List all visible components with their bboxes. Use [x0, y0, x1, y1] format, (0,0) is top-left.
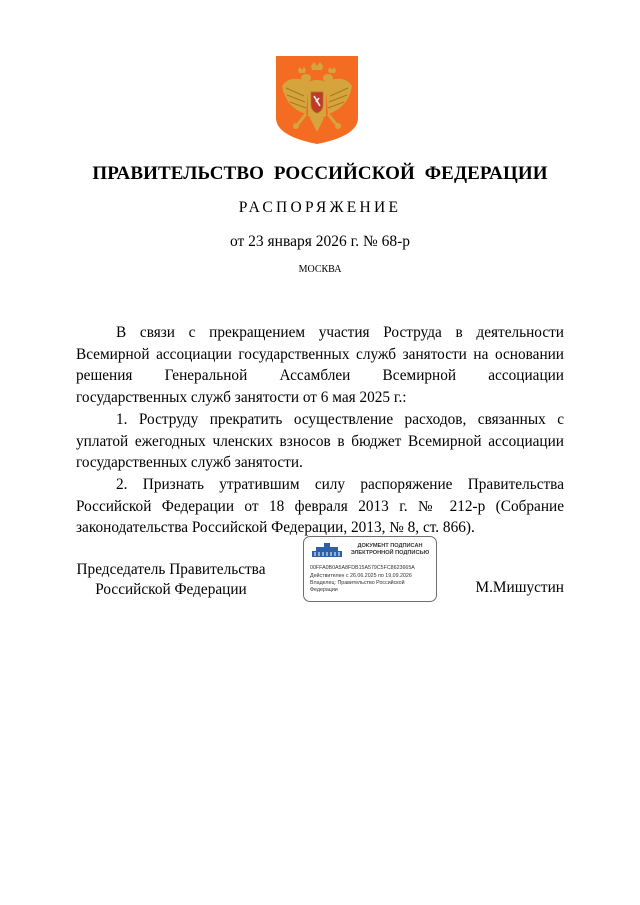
- electronic-signature-stamp: [303, 536, 437, 602]
- esign-heading: [346, 543, 434, 557]
- clause-1-paragraph: 1. Роструду прекратить осуществление расходов, связанных с уплатой ежегодных членских взносов в бюджет Всемирной ассоциации государственных служб занятости.: [76, 410, 564, 472]
- esign-owner-line-2: Федерации: [310, 586, 338, 593]
- esign-owner-line-1: Владелец: Правительство Российской: [310, 580, 405, 586]
- signer-title-line-2: Российской Федерации: [95, 581, 247, 598]
- document-body: [76, 322, 564, 539]
- esign-heading-line-2: ЭЛЕКТРОННОЙ ПОДПИСЬЮ: [350, 550, 430, 556]
- government-building-icon: [310, 543, 344, 557]
- preamble-paragraph: В связи с прекращением участия Роструда в деятельности Всемирной ассоциации государственных служб занятости на основании решения Генеральной Ассамблеи Всемирной ассоциации государственных служб занятости от 6 мая 2025 г.:: [76, 324, 564, 407]
- clause-2-paragraph: 2. Признать утратившим силу распоряжение Правительства Российской Федерации от 18 февраля 2013 г. № 212-р (Собрание законодательства Российской Федерации, 2013, № 8, ст. 866).: [76, 475, 564, 537]
- esign-heading-line-1: ДОКУМЕНТ ПОДПИСАН: [357, 543, 423, 549]
- signer-title-line-1: Председатель Правительства: [76, 561, 266, 578]
- russian-coat-of-arms-icon: [276, 56, 358, 144]
- esign-validity: Действителен с 26.06.2025 по 19.09.2026: [310, 573, 412, 579]
- esign-certificate: 00FFA0B0A5A8FDB15A579C5FC8623665A: [310, 565, 415, 571]
- document-city: МОСКВА: [298, 264, 342, 275]
- signer-name: М.Мишустин: [475, 579, 564, 596]
- document-date-number: от 23 января 2026 г. № 68-р: [229, 233, 411, 250]
- signer-title: [72, 560, 270, 600]
- government-title: ПРАВИТЕЛЬСТВО РОССИЙСКОЙ ФЕДЕРАЦИИ: [92, 163, 548, 184]
- document-type: РАСПОРЯЖЕНИЕ: [238, 199, 402, 216]
